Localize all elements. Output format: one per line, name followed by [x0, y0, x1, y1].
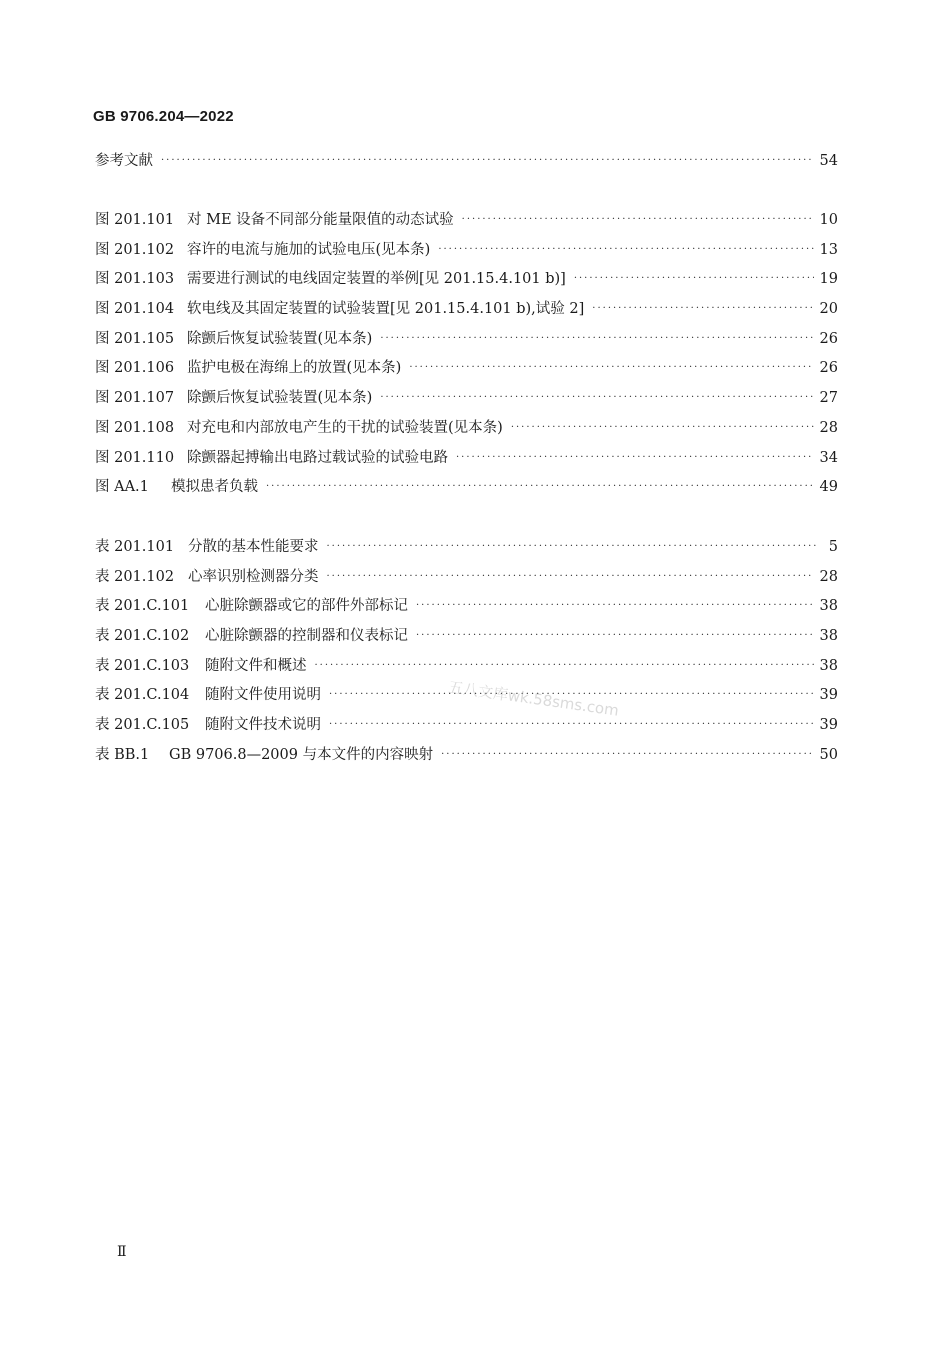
toc-entry-title: 模拟患者负载 — [171, 479, 258, 496]
toc-entry-title: 容许的电流与施加的试验电压(见本条) — [187, 241, 431, 258]
toc-entry-title: 除颤后恢复试验装置(见本条) — [187, 390, 373, 407]
toc-entry-figure[interactable] — [95, 327, 838, 357]
toc-entry-page: 38 — [819, 598, 838, 615]
toc-leader-dots — [409, 362, 813, 373]
toc-entry-number: 表 201.102 — [95, 568, 175, 585]
toc-entry-number: 图 201.102 — [95, 241, 175, 258]
toc-entry-page: 54 — [819, 153, 838, 169]
toc-entry-title: 软电线及其固定装置的试验装置[见 201.15.4.101 b),试验 2] — [187, 301, 585, 318]
toc-entry-title: 参考文献 — [95, 153, 153, 169]
toc-entry-page: 26 — [819, 360, 838, 377]
toc-entry-page: 10 — [819, 212, 838, 228]
toc-entry-number: 图 201.108 — [95, 419, 175, 436]
toc-leader-dots — [462, 214, 814, 225]
toc-entry-table[interactable] — [95, 743, 838, 773]
toc-entry-page: 49 — [819, 479, 838, 496]
toc-entry-title: 需要进行测试的电线固定装置的举例[见 201.15.4.101 b)] — [187, 271, 566, 288]
toc-entry-title: 对 ME 设备不同部分能量限值的动态试验 — [187, 212, 454, 228]
toc-entry-table[interactable] — [95, 535, 838, 565]
toc-entry-page: 26 — [819, 330, 838, 347]
toc-entry-number: 表 201.C.102 — [95, 628, 190, 645]
toc-leader-dots — [416, 600, 814, 611]
toc-entry-title: 除颤器起搏输出电路过载试验的试验电路 — [187, 449, 448, 466]
toc-entry-number: 图 201.107 — [95, 390, 175, 407]
toc-entry-table[interactable] — [95, 565, 838, 595]
toc-leader-dots — [456, 452, 814, 463]
toc-leader-dots — [329, 719, 814, 730]
toc-entry-number: 表 201.101 — [95, 539, 175, 555]
toc-entry-number: 图 201.110 — [95, 449, 175, 466]
toc-entry-number: 图 201.103 — [95, 271, 175, 288]
toc-entry-title: 对充电和内部放电产生的干扰的试验装置(见本条) — [187, 419, 503, 436]
toc-leader-dots — [441, 749, 813, 760]
toc-leader-dots — [315, 660, 814, 671]
toc-entry-figure[interactable] — [95, 267, 838, 297]
toc-leader-dots — [161, 155, 814, 166]
toc-references-section — [95, 149, 838, 179]
toc-entry-title: 随附文件技术说明 — [205, 717, 321, 734]
toc-entry-page: 28 — [819, 419, 838, 436]
toc-entry-number: 图 AA.1 — [95, 479, 149, 496]
toc-entry-page: 28 — [819, 568, 838, 585]
toc-entry-figure[interactable] — [95, 416, 838, 446]
toc-entry-number: 表 201.C.104 — [95, 687, 190, 704]
toc-entry-number: 表 201.C.103 — [95, 657, 190, 674]
toc-entry-title: 心脏除颤器或它的部件外部标记 — [205, 598, 408, 615]
toc-entry-title: 分散的基本性能要求 — [188, 539, 319, 555]
toc-entry-references[interactable] — [95, 149, 838, 179]
toc-entry-page: 39 — [819, 687, 838, 704]
toc-entry-page: 19 — [819, 271, 838, 288]
toc-entry-number: 图 201.105 — [95, 330, 175, 347]
toc-entry-title: 随附文件和概述 — [205, 657, 307, 674]
toc-entry-number: 图 201.104 — [95, 301, 175, 318]
toc-leader-dots — [511, 422, 814, 433]
toc-leader-dots — [327, 571, 814, 582]
toc-entry-page: 13 — [819, 241, 838, 258]
toc-entry-title: 随附文件使用说明 — [205, 687, 321, 704]
standard-number-header: GB 9706.204—2022 — [93, 108, 234, 125]
toc-entry-page: 5 — [828, 539, 838, 555]
toc-entry-figure[interactable] — [95, 297, 838, 327]
toc-entry-page: 38 — [819, 628, 838, 645]
toc-entry-page: 39 — [819, 717, 838, 734]
toc-leader-dots — [327, 541, 819, 552]
toc-entry-table[interactable] — [95, 713, 838, 743]
toc-entry-page: 34 — [819, 449, 838, 466]
toc-leader-dots — [416, 630, 814, 641]
toc-entry-number: 表 BB.1 — [95, 746, 150, 763]
toc-entry-figure[interactable] — [95, 475, 838, 505]
toc-entry-title: 除颤后恢复试验装置(见本条) — [187, 330, 373, 347]
toc-entry-page: 50 — [819, 746, 838, 763]
toc-entry-figure[interactable] — [95, 208, 838, 238]
toc-entry-number: 图 201.101 — [95, 212, 175, 228]
toc-entry-title: 监护电极在海绵上的放置(见本条) — [187, 360, 402, 377]
toc-leader-dots — [574, 273, 814, 284]
toc-entry-title: GB 9706.8—2009 与本文件的内容映射 — [169, 746, 434, 763]
toc-entry-page: 38 — [819, 657, 838, 674]
toc-entry-number: 表 201.C.105 — [95, 717, 190, 734]
toc-leader-dots — [266, 481, 814, 492]
toc-entry-number: 表 201.C.101 — [95, 598, 190, 615]
toc-leader-dots — [592, 303, 813, 314]
toc-leader-dots — [438, 244, 813, 255]
toc-entry-figure[interactable] — [95, 238, 838, 268]
toc-entry-page: 27 — [819, 390, 838, 407]
toc-tables-section — [95, 535, 838, 773]
toc-entry-table[interactable] — [95, 624, 838, 654]
toc-entry-page: 20 — [819, 301, 838, 318]
page-number: Ⅱ — [117, 1244, 127, 1260]
watermark-text: 五八文库wk.58sms.com — [447, 677, 620, 720]
toc-entry-figure[interactable] — [95, 386, 838, 416]
toc-leader-dots — [380, 333, 813, 344]
toc-entry-figure[interactable] — [95, 356, 838, 386]
toc-entry-number: 图 201.106 — [95, 360, 175, 377]
toc-entry-title: 心率识别检测器分类 — [188, 568, 319, 585]
toc-entry-figure[interactable] — [95, 446, 838, 476]
toc-leader-dots — [380, 392, 813, 403]
toc-figures-section — [95, 208, 838, 505]
toc-entry-title: 心脏除颤器的控制器和仪表标记 — [205, 628, 408, 645]
toc-entry-table[interactable] — [95, 594, 838, 624]
